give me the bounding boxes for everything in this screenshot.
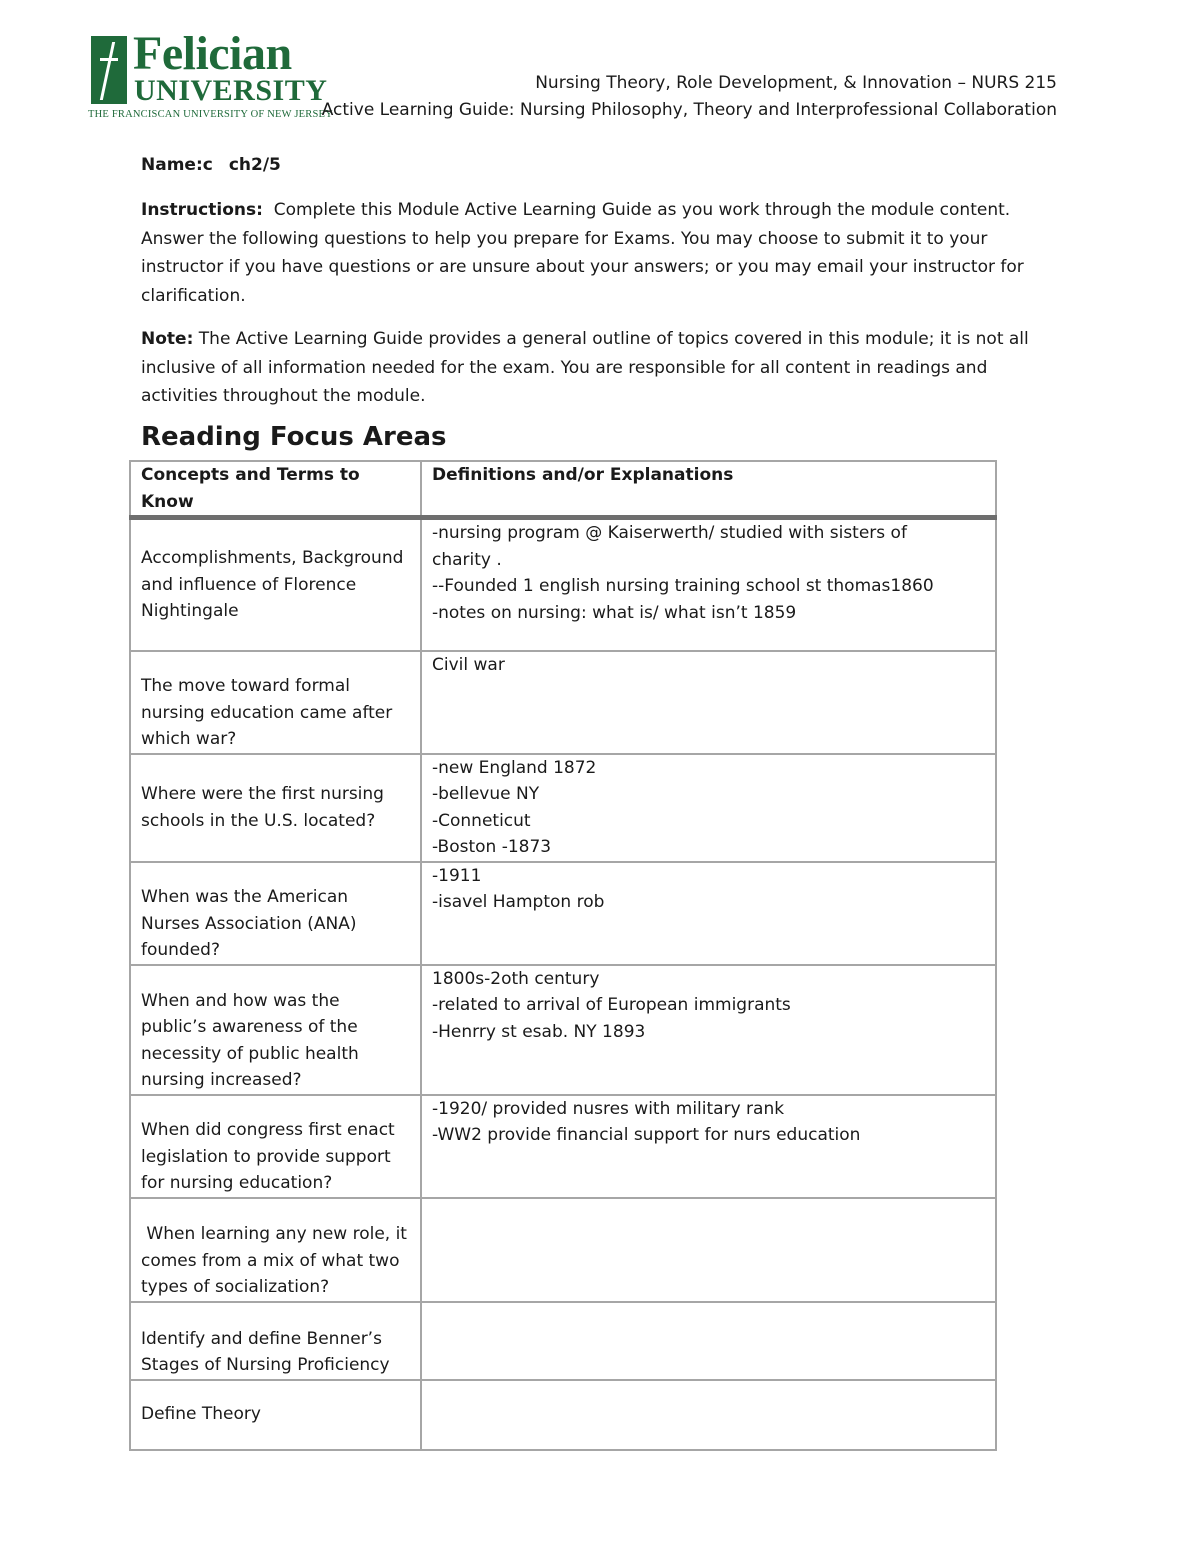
concept-cell: Accomplishments, Background and influence of Florence Nightingale (130, 518, 421, 651)
concept-cell: When was the American Nurses Association (ANA) founded? (130, 862, 421, 965)
definition-cell[interactable] (421, 965, 996, 1095)
concept-cell: Define Theory (130, 1380, 421, 1450)
column-header-concepts: Concepts and Terms to Know (130, 461, 421, 518)
definition-line: -nursing program @ Kaiserwerth/ studied with sisters of (432, 523, 907, 543)
course-title: Nursing Theory, Role Development, & Innovation – NURS 215 (535, 73, 1057, 93)
definition-line: 1800s-2oth century (432, 968, 600, 989)
definition-line: --Founded 1 english nursing training school st thomas1860 (432, 576, 934, 596)
definition-cell[interactable] (421, 1380, 996, 1450)
name-field (141, 155, 281, 175)
definition-line: -isavel Hampton rob (432, 892, 605, 912)
definition-cell[interactable] (421, 518, 996, 651)
table-row (130, 651, 996, 754)
concept-cell: Identify and define Benner’s Stages of Nursing Proficiency (130, 1302, 421, 1380)
note-paragraph (141, 325, 1061, 411)
definition-line: -Conneticut (432, 810, 531, 831)
table-row (130, 518, 996, 651)
column-header-definitions: Definitions and/or Explanations (421, 461, 996, 518)
definition-line: -Boston -1873 (432, 837, 552, 857)
name-value: ch2/5 (228, 155, 281, 175)
table-row (130, 965, 996, 1095)
definition-cell[interactable] (421, 862, 996, 965)
definition-line: -1911 (432, 865, 482, 886)
reading-focus-table (129, 460, 997, 1451)
cross-emblem-icon (91, 36, 127, 104)
table-row (130, 754, 996, 862)
logo-name: Felician (133, 27, 292, 80)
table-row (130, 1198, 996, 1302)
university-logo (88, 27, 348, 124)
definition-line: -new England 1872 (432, 757, 597, 778)
table-row (130, 1095, 996, 1198)
definition-line: -notes on nursing: what is/ what isn’t 1859 (432, 602, 797, 623)
definition-cell[interactable] (421, 651, 996, 754)
definition-line: -Henrry st esab. NY 1893 (432, 1021, 646, 1042)
section-title: Reading Focus Areas (141, 422, 447, 452)
definition-line: -bellevue NY (432, 784, 540, 804)
guide-title: Active Learning Guide: Nursing Philosophy, Theory and Interprofessional Collaboration (321, 100, 1057, 120)
definition-line: -1920/ provided nusres with military rank (432, 1098, 785, 1119)
concept-cell: The move toward formal nursing education came after which war? (130, 651, 421, 754)
definition-cell[interactable] (421, 1302, 996, 1380)
definition-line: Civil war (432, 654, 505, 675)
name-label: Name:c (141, 155, 213, 175)
definition-line: -WW2 provide financial support for nurs education (432, 1125, 861, 1145)
definition-cell[interactable] (421, 1095, 996, 1198)
concept-cell: When and how was the public’s awareness of the necessity of public health nursing increased? (130, 965, 421, 1095)
definition-line: -related to arrival of European immigrants (432, 995, 791, 1015)
note-text: The Active Learning Guide provides a general outline of topics covered in this module; it is not all inclusive of all information needed for the exam. You are responsible for all content in readings and activities throughout the module. (141, 329, 1029, 406)
instructions-text: Complete this Module Active Learning Guide as you work through the module content. Answer the following questions to help you prepare for Exams. You may choose to submit it to your instructor if you have questions or are unsure about your answers; or you may email your instructor for clarification. (141, 200, 1024, 306)
definition-cell[interactable] (421, 1198, 996, 1302)
concept-cell: Where were the first nursing schools in the U.S. located? (130, 754, 421, 862)
note-label: Note: (141, 329, 194, 349)
instructions-paragraph (141, 196, 1061, 310)
logo-subtitle: UNIVERSITY (134, 74, 328, 107)
table-row (130, 1380, 996, 1450)
logo-tagline: THE FRANCISCAN UNIVERSITY OF NEW JERSEY (88, 109, 333, 120)
table-header-row (130, 461, 996, 518)
concept-cell: When did congress first enact legislation to provide support for nursing education? (130, 1095, 421, 1198)
concept-cell: When learning any new role, it comes from a mix of what two types of socialization? (130, 1198, 421, 1302)
definition-cell[interactable] (421, 754, 996, 862)
table-row (130, 1302, 996, 1380)
instructions-label: Instructions: (141, 200, 263, 220)
definition-line: charity . (432, 549, 502, 570)
table-row (130, 862, 996, 965)
